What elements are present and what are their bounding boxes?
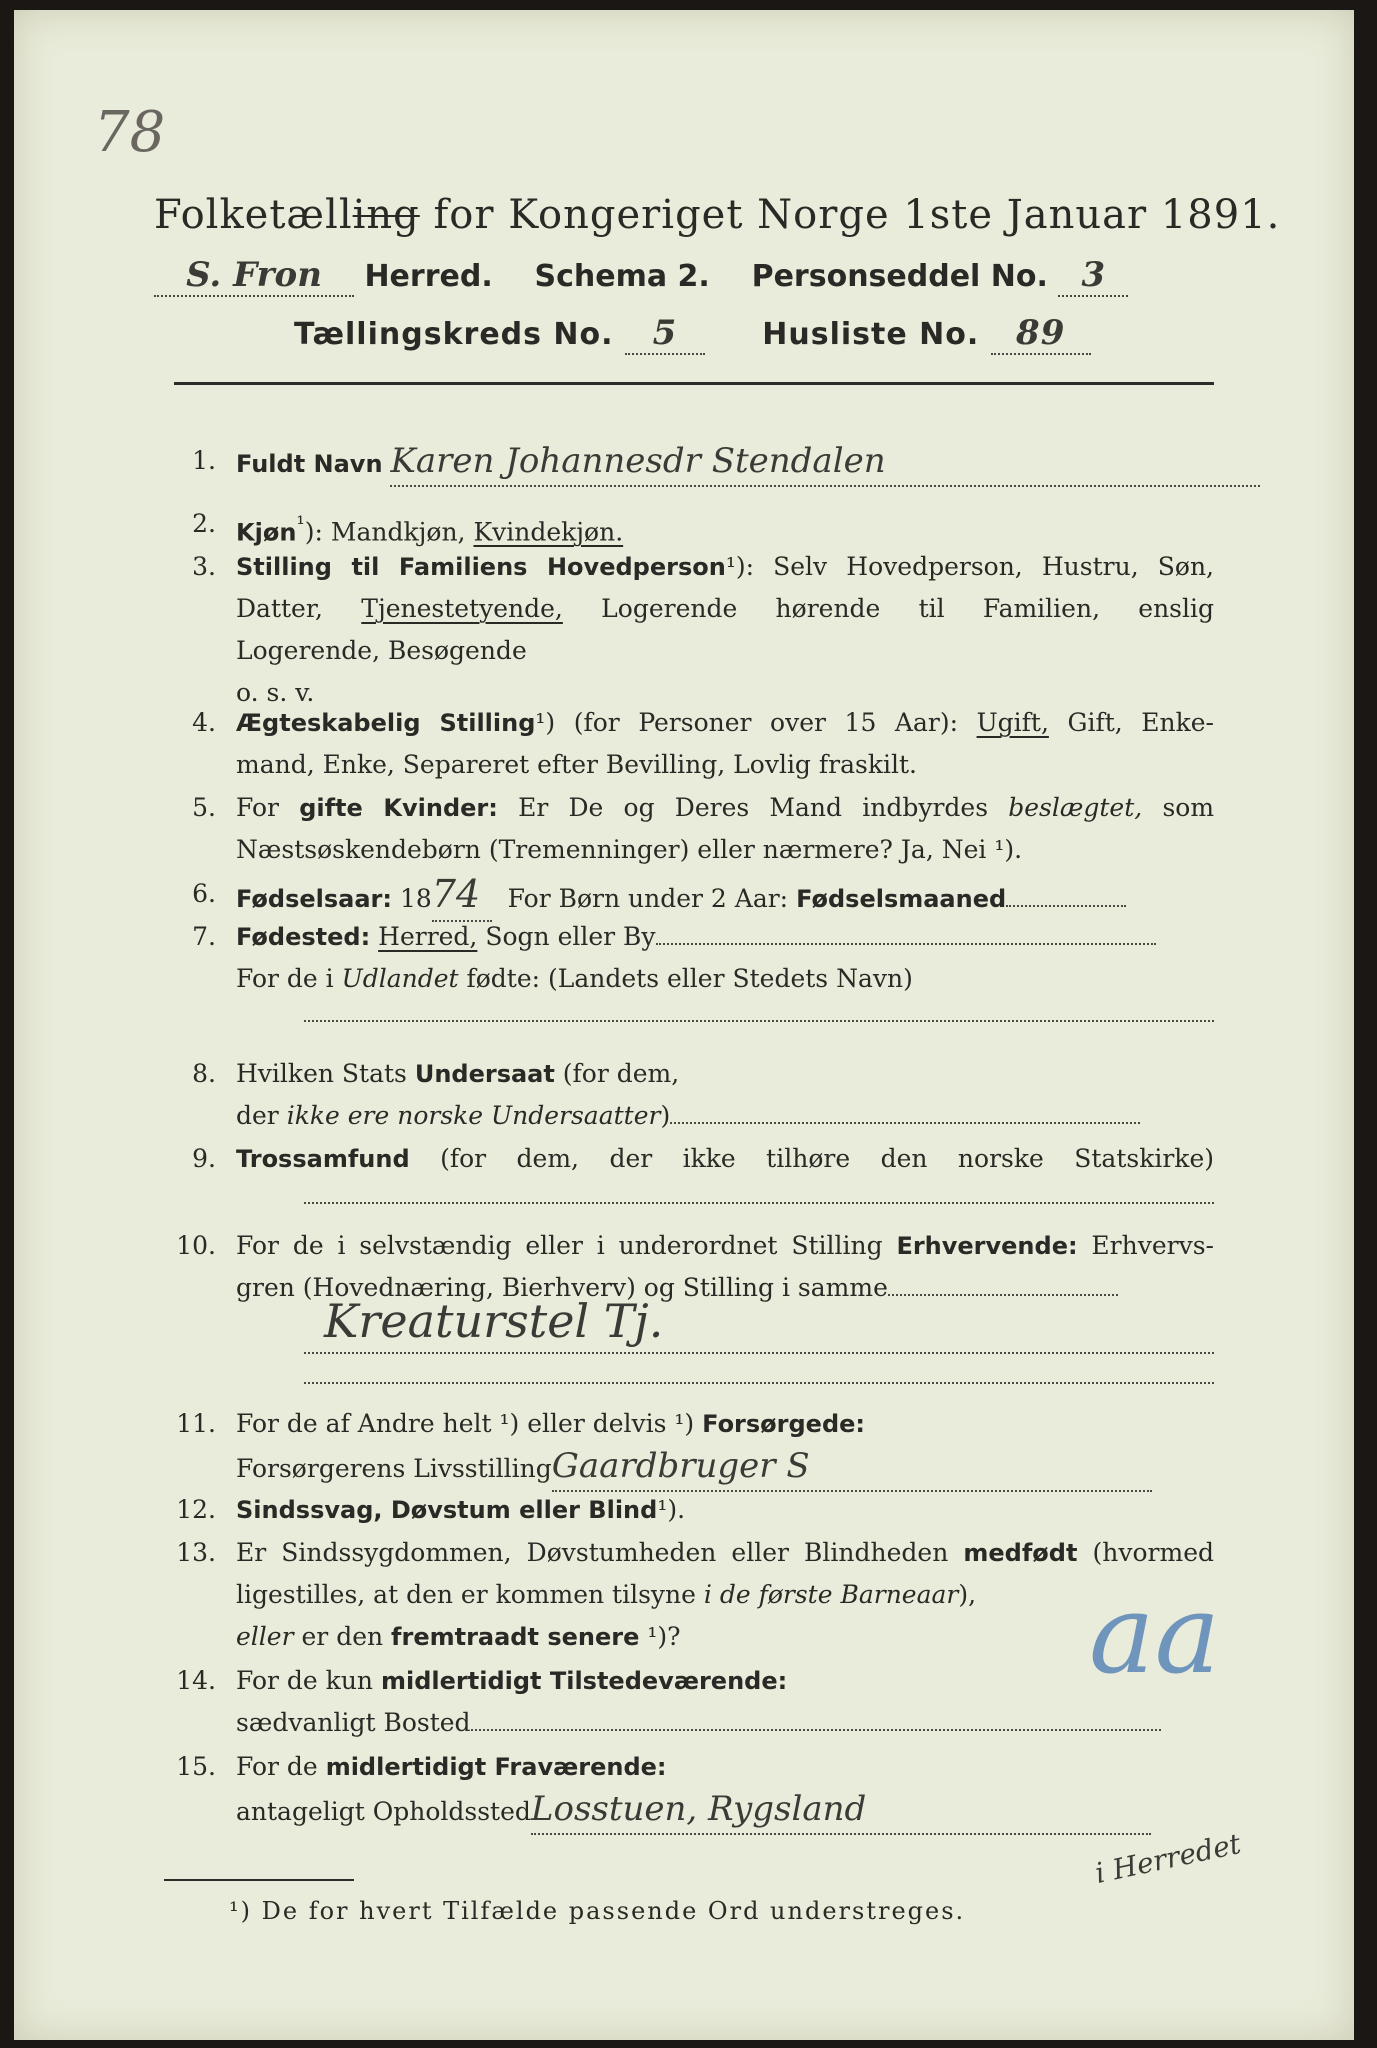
- form-title: Folketælling for Kongeriget Norge 1ste Januar 1891.: [154, 192, 1281, 238]
- marital-selected: Ugift,: [976, 708, 1049, 737]
- blue-pencil-mark: aa: [1089, 1570, 1221, 1698]
- provider-field: Gaardbruger S: [552, 1445, 1152, 1492]
- husliste-label: Husliste No.: [762, 317, 980, 352]
- archive-number: 78: [94, 100, 166, 165]
- herred-field: S. Fron: [154, 255, 354, 297]
- occupation-line-2: [304, 1382, 1214, 1384]
- birthplace-selected: Herred,: [378, 922, 478, 951]
- sex-selected: Kvindekjøn.: [473, 517, 624, 547]
- footnote: ¹) De for hvert Tilfælde passende Ord understreges.: [229, 1897, 966, 1925]
- name-field: Karen Johannesdr Stendalen: [390, 440, 1260, 487]
- taellingskreds-field: 5: [625, 313, 705, 355]
- position-selected: Tjenestetyende,: [361, 594, 563, 623]
- schema-line: [154, 255, 1234, 305]
- item-1-name: 1. Fuldt Navn Karen Johannesdr Stendalen: [164, 440, 1214, 490]
- personseddel-field: 3: [1058, 255, 1128, 297]
- herred-label: Herred.: [364, 259, 493, 294]
- schema-label: Schema 2.: [534, 259, 710, 294]
- occupation-field: Kreaturstel Tj.: [304, 1300, 1214, 1354]
- header-divider: [174, 382, 1214, 385]
- birthplace-abroad-line: [304, 1020, 1214, 1022]
- kreds-line: [294, 313, 1114, 363]
- census-form-sheet: 78 Folketælling for Kongeriget Norge 1ste Januar 1891. S. Fron Herred. Schema 2. Personseddel No. 3 Tællingskreds No. 5 Husliste No. 89 1. Fuldt Navn Karen Johannesdr Stendalen 2. Kjøn$^{^1}$): Mandkjøn, Kvindekjøn. 3. Stilling til Familiens Hovedperson¹): Selv Hovedperson, Hustru, Søn, Datter, Tjenestetyende, Logerende hørende til Familien, enslig Logerende, Besøgende o. s. v. 4. Ægteskabelig Stilling¹) (for Personer over 15 Aar): Ugift, Gift, Enke- mand, Enke, Separeret efter Bevilling, Lovlig fraskilt. 5. For gifte Kvinder: Er De og Deres Mand indbyrdes beslægtet, som Næstsøskendebørn (Tremenninger) eller nærmere? Ja, Nei ¹). 6. Fødselsaar: 1874 For Børn under 2 Aar: Fødselsmaaned 7. Fødested: Herred, Sogn eller By For de i Udlandet fødte: (Landets eller Stedets Navn) 8. Hvilken Stats Undersaat (for dem, der ikke ere norske Undersaatter) 9. Trossamfund (for dem, der ikke tilhøre den norske Statskirke) 10. For de i selvstændig eller i underordnet Stilling Erhvervende: Erhvervs- gren (Hovednæring, Bierhverv) og Stilling i samme Kreaturstel Tj. 11. For de af Andre helt ¹) eller delvis ¹) Forsørgede: Forsørgerens LivsstillingGaardbruger S 12. Sindssvag, Døvstum eller Blind¹). 13. Er Sindssygdommen, Døvstumheden eller Blindheden medfødt (hvormed ligestilles, at den er kommen tilsyne i de første Barneaar), eller er den fremtraadt senere ¹)? aa 14. For de kun midlertidigt Tilstedeværende: sædvanligt Bosted 15. For de midlertidigt Fraværende: antageligt OpholdsstedLosstuen, Rygsland i Herredet ¹) De for hvert Tilfælde passende Ord understreges.: [14, 10, 1354, 2040]
- birth-year-field: 74: [432, 873, 492, 922]
- personseddel-label: Personseddel No.: [751, 259, 1048, 294]
- religion-line: [304, 1202, 1214, 1204]
- residence-field: Losstuen, Rygsland: [531, 1788, 1151, 1835]
- residence-note: i Herredet: [1092, 1826, 1244, 1891]
- husliste-field: 89: [991, 313, 1091, 355]
- footnote-rule: [164, 1879, 354, 1881]
- title-correction: ing: [352, 192, 420, 238]
- taellingskreds-label: Tællingskreds No.: [294, 317, 614, 352]
